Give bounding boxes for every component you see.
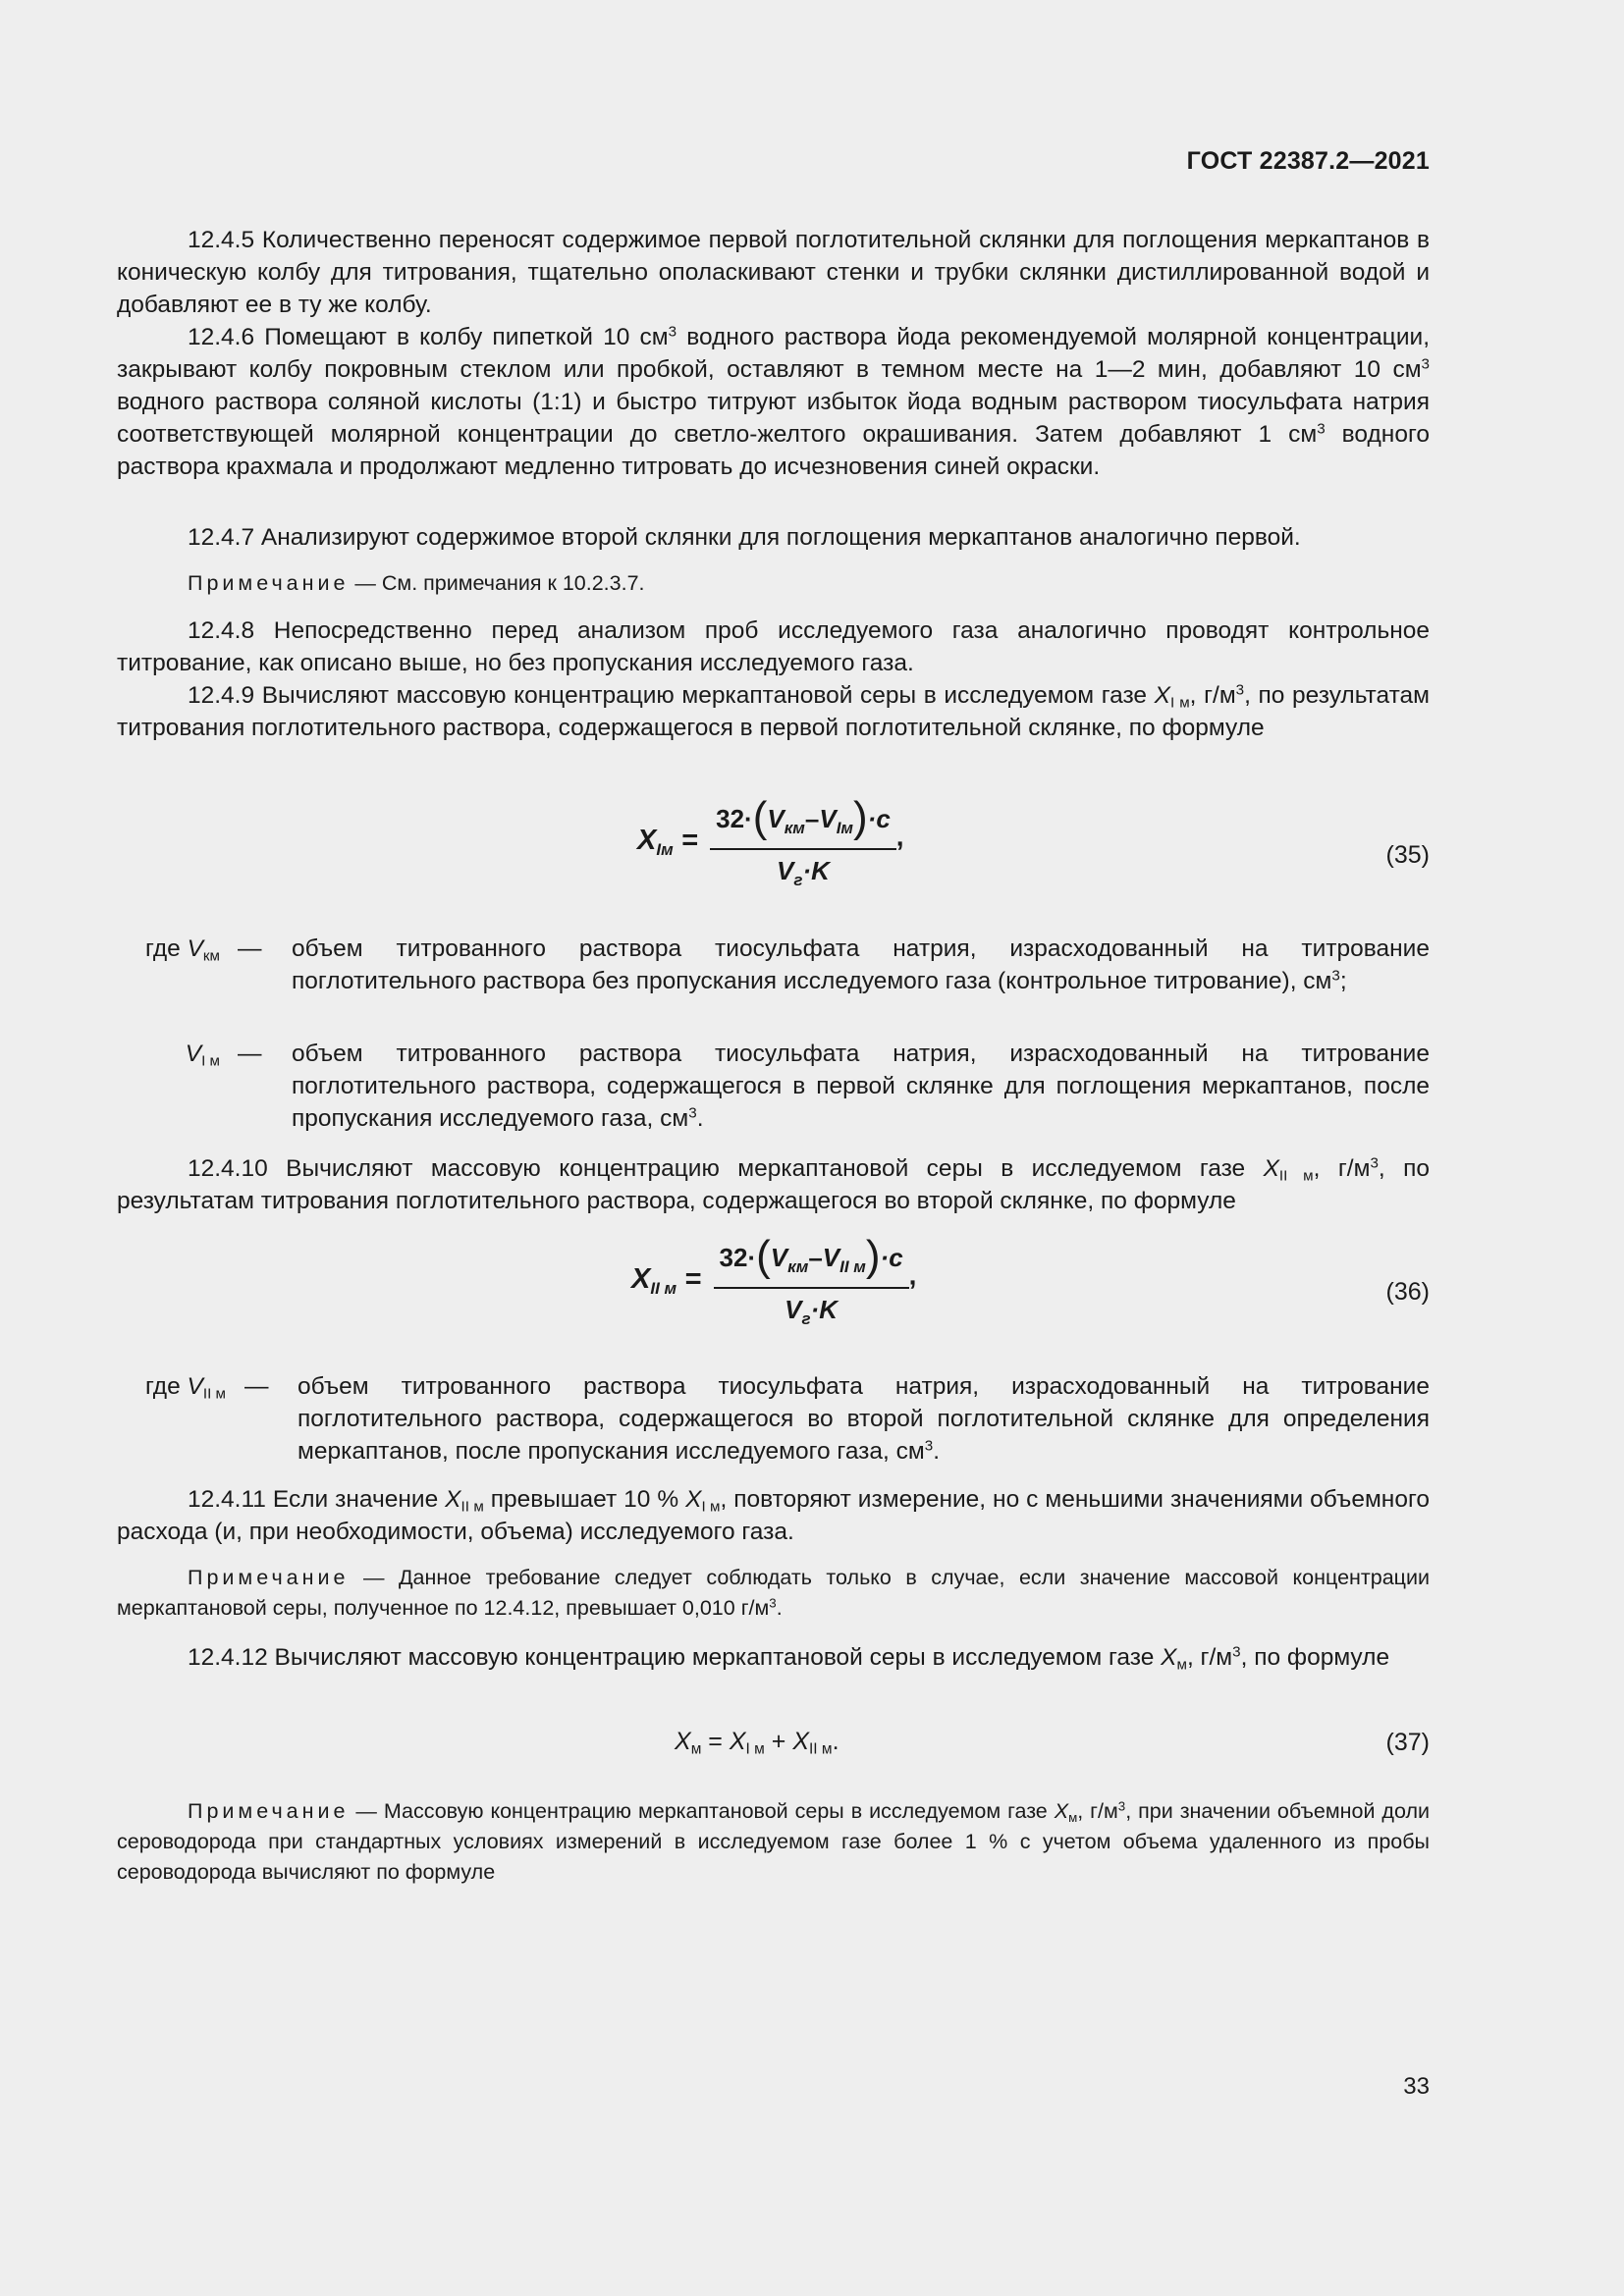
paragraph-12-4-9: 12.4.9 Вычисляют массовую концентрацию меркаптановой серы в исследуемом газе $X_{I м}$, $г/м^3$, по результатам титрования поглотительного раствора, содержащегося в первой поглотительной склянке, по формуле	[117, 681, 1431, 741]
note-label: Примечание	[188, 1566, 350, 1589]
document-page	[117, 0, 1430, 2296]
paragraph-12-4-8: 12.4.8 Непосредственно перед анализом проб исследуемого газа аналогично проводят контрольное титрование, как описано выше, но без пропускания исследуемого газа.	[117, 617, 1430, 676]
standard-header: ГОСТ 22387.2—2021	[1186, 147, 1430, 175]
definition-text: объем титрованного раствора тиосульфата натрия, израсходованный на титрование поглотительного раствора, содержащегося во второй поглотительной склянке для определения меркаптанов, после пропускания исследуемого газа, $см^3$.	[298, 1373, 1430, 1465]
definitions-2: где $V_{II м}$ — объем титрованного раствора тиосульфата натрия, израсходованный на титрование поглотительного раствора, содержащегося во второй поглотительной склянке для определения меркаптанов, после пропускания исследуемого газа, $см^3$.	[117, 1370, 1430, 1478]
equation-number-35: (35)	[1385, 841, 1430, 869]
paragraph-12-4-12: 12.4.12 Вычисляют массовую концентрацию меркаптановой серы в исследуемом газе $X_м$, $г/м^3$, по формуле	[188, 1643, 1390, 1674]
definition-text: объем титрованного раствора тиосульфата натрия, израсходованный на титрование поглотительного раствора без пропускания исследуемого газа (контрольное титрование), $см^3$;	[292, 935, 1430, 994]
note-1: Примечание — См. примечания к 10.2.3.7.	[188, 571, 645, 595]
formula-37: $X_м = X_{I м} + X_{II м}$.	[675, 1728, 839, 1758]
note-label: Примечание	[188, 571, 350, 595]
paragraph-12-4-5: 12.4.5 Количественно переносят содержимое первой поглотительной склянки для поглощения меркаптанов в коническую колбу для титрования, тщательно ополаскивают стенки и трубки склянки дистиллированной водой и добавляют ее в ту же колбу.	[117, 227, 1430, 318]
note-label: Примечание	[188, 1799, 350, 1823]
definition-term: $V_{I м}$	[185, 1041, 220, 1070]
definition-term: где $V_{II м}$	[144, 1373, 226, 1403]
paragraph-12-4-10: 12.4.10 Вычисляют массовую концентрацию меркаптановой серы в исследуемом газе $X_{II м}$, $г/м^3$, по результатам титрования поглотительного раствора, содержащегося во второй склянке, по формуле	[117, 1154, 1430, 1214]
definition-text: объем титрованного раствора тиосульфата натрия, израсходованный на титрование поглотительного раствора, содержащегося в первой склянке для поглощения меркаптанов, после пропускания исследуемого газа, $см^3$.	[292, 1041, 1430, 1132]
formula-36: $X_{II м}$ = $\frac{32\cdot(V_{км}-V_{II м})\cdot c}{V_г\cdot K}$ ,	[631, 1232, 917, 1328]
note-2: Примечание — Данное требование следует соблюдать только в случае, если значение массовой концентрации меркаптановой серы, полученное по 12.4.12, превышает 0,010 $г/м^3$.	[117, 1566, 1430, 1620]
equation-number-36: (36)	[1385, 1278, 1430, 1306]
paragraph-12-4-11: 12.4.11 Если значение $X_{II м}$ превышает 10 % $X_{I м}$, повторяют измерение, но с меньшими значениями объемного расхода (и, при необходимости, объема) исследуемого газа.	[117, 1486, 1430, 1545]
paragraph-12-4-6: 12.4.6 Помещают в колбу пипеткой 10 $см^3$ водного раствора йода рекомендуемой молярной концентрации, закрывают колбу покровным стеклом или пробкой, оставляют в темном месте на 1—2 мин, добавляют 10 $см^3$ водного раствора соляной кислоты (1:1) и быстро титруют избыток йода водным раствором тиосульфата натрия соответствующей молярной концентрации до светло-желтого окрашивания. Затем добавляют 1 $см^3$ водного раствора крахмала и продолжают медленно титровать до исчезновения синей окраски.	[117, 323, 1430, 480]
definitions-1: где $V_{км}$ — объем титрованного раствора тиосульфата натрия, израсходованный на титрование поглотительного раствора без пропускания исследуемого газа (контрольное титрование), $см^3$; $V_{I м}$ — объем титрованного раствора тиосульфата натрия, израсходованный на титрование поглотительного раствора, содержащегося в первой склянке для поглощения меркаптанов, после пропускания исследуемого газа, $см^3$.	[117, 933, 1430, 1129]
formula-35: $X_{Iм}$ = $\frac{32\cdot(V_{км}-V_{Iм})\cdot c}{V_г\cdot K}$ ,	[637, 793, 904, 889]
page-number: 33	[1403, 2073, 1430, 2100]
paragraph-12-4-7: 12.4.7 Анализируют содержимое второй склянки для поглощения меркаптанов аналогично первой.	[188, 524, 1301, 551]
equation-number-37: (37)	[1385, 1729, 1430, 1756]
definition-term: где $V_{км}$	[144, 935, 220, 965]
note-3: Примечание — Массовую концентрацию меркаптановой серы в исследуемом газе $X_м$, $г/м^3$, при значении объемной доли сероводорода при стандартных условиях измерений в исследуемом газе более 1 % с учетом объема удаленного из пробы сероводорода вычисляют по формуле	[117, 1798, 1431, 1884]
